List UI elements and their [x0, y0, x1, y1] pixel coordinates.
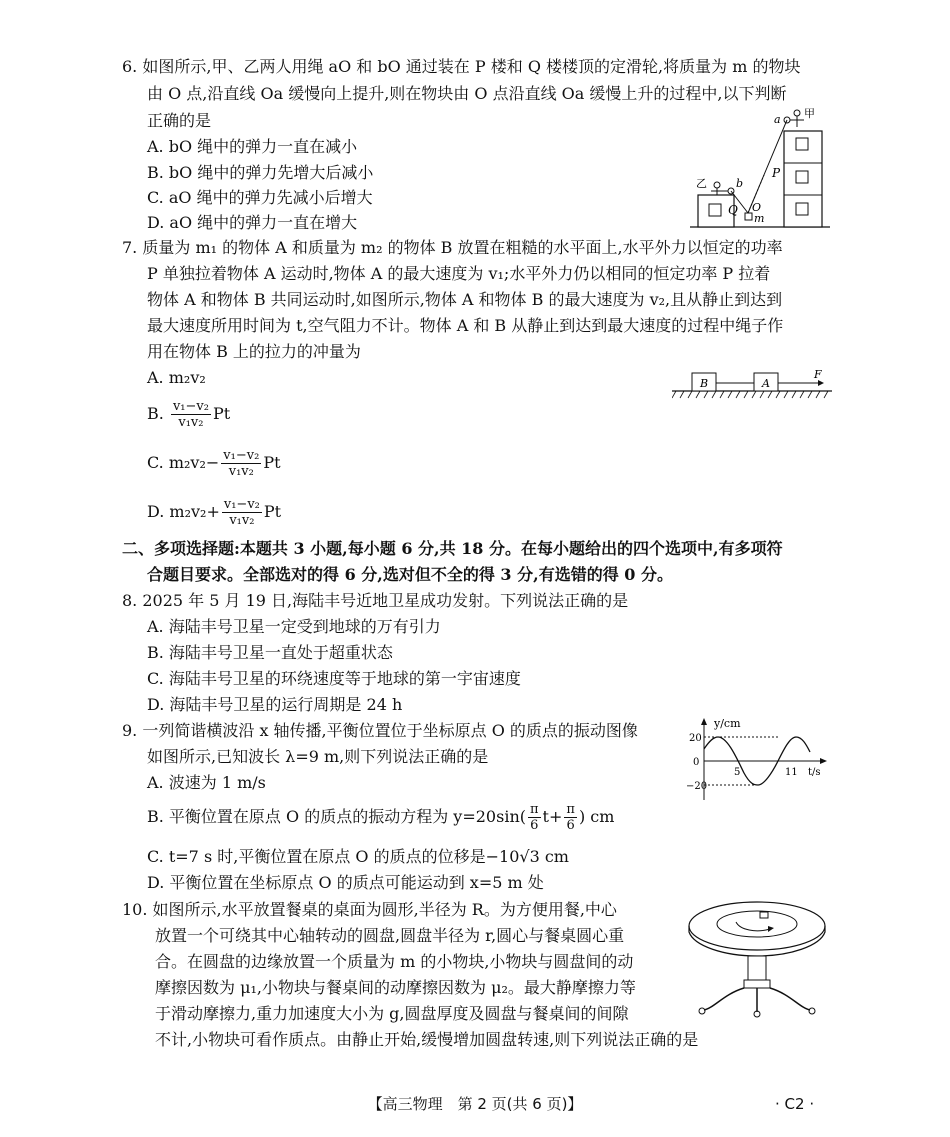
- q6-stem-line2: 由 O 点,沿直线 Oa 缓慢向上提升,则在物块由 O 点沿直线 Oa 缓慢上升的过程中,以下判断: [147, 84, 787, 103]
- q9-option-a: A. 波速为 1 m/s: [147, 773, 266, 792]
- q7-figure: [672, 364, 834, 406]
- q9-option-c: C. t=7 s 时,平衡位置在原点 O 的质点的位移是−10√3 cm: [147, 847, 569, 866]
- q9-option-d: D. 平衡位置在坐标原点 O 的质点可能运动到 x=5 m 处: [147, 873, 544, 892]
- frac-num: v₁−v₂: [172, 399, 209, 414]
- q7-label-a: A: [762, 377, 770, 390]
- q6-label-m: m: [754, 212, 765, 225]
- q6-label-jia: 甲: [804, 107, 815, 120]
- q8-stem: 8. 2025 年 5 月 19 日,海陆丰号近地卫星成功发射。下列说法正确的是: [122, 591, 629, 610]
- q8-option-a: A. 海陆丰号卫星一定受到地球的万有引力: [147, 617, 441, 636]
- frac-den: v₁v₂: [228, 464, 254, 479]
- q9-tick-11: 11: [785, 767, 798, 778]
- q9-frac-pi: [564, 802, 577, 833]
- q7-option-c-suffix: Pt: [263, 453, 281, 472]
- q10-stem-line6: 不计,小物块可看作质点。由静止开始,缓慢增加圆盘转速,则下列说法正确的是: [155, 1030, 699, 1049]
- q7-label-f: F: [814, 368, 822, 381]
- q6-figure: [690, 105, 830, 235]
- q7-label-b: B: [700, 377, 709, 390]
- q10-stem-line3: 合。在圆盘的边缘放置一个质量为 m 的小物块,小物块与圆盘间的动: [155, 952, 634, 971]
- q7-option-b-prefix: B.: [147, 404, 164, 423]
- q6-label-q: Q: [728, 203, 738, 217]
- q8-option-c: C. 海陆丰号卫星的环绕速度等于地球的第一宇宙速度: [147, 669, 521, 688]
- page-footer: 【高三物理 第 2 页(共 6 页)】: [367, 1095, 583, 1113]
- frac-num: v₁−v₂: [223, 497, 260, 512]
- q8-option-b: B. 海陆丰号卫星一直处于超重状态: [147, 643, 393, 662]
- q6-label-p: P: [772, 166, 781, 180]
- q9-tick-0: 0: [693, 757, 700, 768]
- q7-option-a: A. m₂v₂: [147, 368, 206, 387]
- frac-num: π: [530, 802, 539, 817]
- q7-stem-line2: P 单独拉着物体 A 运动时,物体 A 的最大速度为 v₁;水平外力仍以相同的恒定功率 P 拉着: [147, 264, 771, 283]
- q9-y-axis-label: y/cm: [714, 717, 741, 730]
- q6-label-a: a: [774, 113, 781, 126]
- q9-option-b-suffix: ) cm: [578, 807, 615, 826]
- section2-heading-line2: 合题目要求。全部选对的得 6 分,选对但不全的得 3 分,有选错的得 0 分。: [147, 565, 673, 584]
- q8-option-d: D. 海陆丰号卫星的运行周期是 24 h: [147, 695, 403, 714]
- q10-stem-line4: 摩擦因数为 μ₁,小物块与餐桌间的动摩擦因数为 μ₂。最大静摩擦力等: [155, 978, 636, 997]
- q10-dining-table-figure: [684, 898, 830, 1022]
- q9-stem-line1: 9. 一列简谐横波沿 x 轴传播,平衡位置位于坐标原点 O 的质点的振动图像: [122, 721, 638, 740]
- q7-fraction-c: [221, 448, 261, 479]
- q7-option-b-suffix: Pt: [212, 404, 231, 423]
- q7-stem-line3: 物体 A 和物体 B 共同运动时,如图所示,物体 A 和物体 B 的最大速度为 v₂,且从静止到达到: [147, 290, 783, 309]
- q6-label-o: O: [752, 201, 762, 214]
- q9-option-b-prefix: B. 平衡位置在原点 O 的质点的振动方程为 y=20sin(: [147, 807, 526, 826]
- q7-option-c-prefix: C. m₂v₂−: [147, 453, 220, 472]
- frac-num: v₁−v₂: [223, 448, 260, 463]
- q7-option-c: [147, 446, 281, 480]
- q9-frac-pi-t: [528, 802, 541, 833]
- q7-option-d-prefix: D. m₂v₂+: [147, 502, 220, 521]
- q7-option-d: [147, 495, 281, 529]
- q7-option-d-suffix: Pt: [263, 502, 282, 521]
- q7-stem-line4: 最大速度所用时间为 t,空气阻力不计。物体 A 和 B 从静止到达到最大速度的过程中绳子作: [147, 316, 784, 335]
- q10-stem-line1: 10. 如图所示,水平放置餐桌的桌面为圆形,半径为 R。为方便用餐,中心: [122, 900, 617, 919]
- frac-den: 6: [566, 818, 575, 833]
- q9-tick-neg20: −20: [686, 781, 708, 792]
- q9-stem-line2: 如图所示,已知波长 λ=9 m,则下列说法正确的是: [147, 747, 489, 766]
- q9-tick-5: 5: [734, 767, 741, 778]
- q6-option-c: C. aO 绳中的弹力先减小后增大: [147, 188, 373, 207]
- frac-den: v₁v₂: [178, 415, 204, 430]
- q9-t-plus: t+: [542, 807, 563, 826]
- q7-stem-line5: 用在物体 B 上的拉力的冲量为: [147, 342, 361, 361]
- q9-vibration-graph: [684, 716, 834, 804]
- q9-tick-20: 20: [689, 733, 702, 744]
- frac-den: v₁v₂: [229, 513, 255, 528]
- q10-stem-line2: 放置一个可绕其中心轴转动的圆盘,圆盘半径为 r,圆心与餐桌圆心重: [155, 926, 625, 945]
- page-code: · C2 ·: [775, 1095, 815, 1113]
- q7-fraction-d: [222, 497, 262, 528]
- q6-option-a: A. bO 绳中的弹力一直在减小: [147, 137, 358, 156]
- q6-label-yi: 乙: [696, 177, 707, 190]
- section2-heading-line1: 二、多项选择题:本题共 3 小题,每小题 6 分,共 18 分。在每小题给出的四个选项中,有多项符: [122, 539, 783, 558]
- q7-stem-line1: 7. 质量为 m₁ 的物体 A 和质量为 m₂ 的物体 B 放置在粗糙的水平面上,水平外力以恒定的功率: [122, 238, 783, 257]
- q10-stem-line5: 于滑动摩擦力,重力加速度大小为 g,圆盘厚度及圆盘与餐桌间的间隙: [155, 1004, 629, 1023]
- q6-stem-line1: 6. 如图所示,甲、乙两人用绳 aO 和 bO 通过装在 P 楼和 Q 楼楼顶的定滑轮,将质量为 m 的物块: [122, 57, 801, 76]
- q9-x-axis-label: t/s: [808, 767, 821, 778]
- q6-option-b: B. bO 绳中的弹力先增大后减小: [147, 163, 374, 182]
- q9-option-b: [147, 800, 614, 834]
- q7-option-b: [147, 397, 230, 431]
- frac-num: π: [566, 802, 575, 817]
- q6-option-d: D. aO 绳中的弹力一直在增大: [147, 213, 358, 232]
- ground-hatching: [672, 391, 828, 398]
- q7-fraction-b: [171, 399, 211, 430]
- q6-label-b: b: [736, 177, 744, 190]
- q6-stem-line3: 正确的是: [147, 111, 212, 130]
- frac-den: 6: [530, 818, 539, 833]
